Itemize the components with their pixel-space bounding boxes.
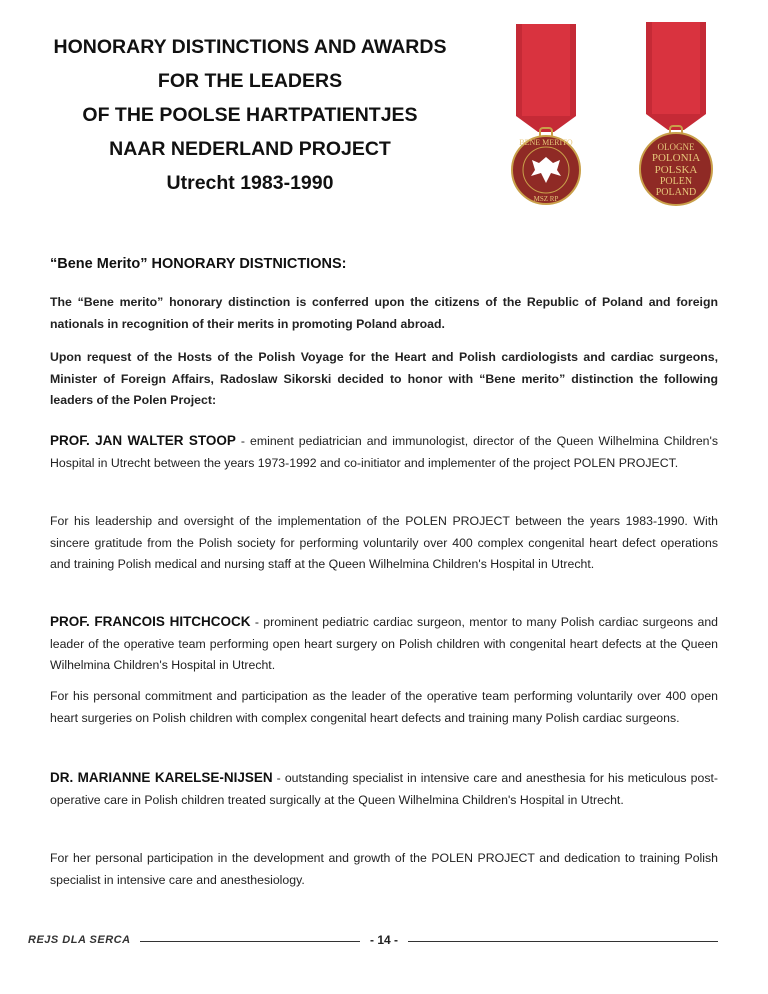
person-2-name: PROF. FRANCOIS HITCHCOCK — [50, 614, 251, 629]
medal-left-top-text: BENE MERITO — [519, 138, 573, 147]
medal-right-line-3: POLSKA — [654, 164, 698, 176]
footer-divider-left — [140, 941, 360, 942]
person-3-description: - outstanding specialist in intensive care and anesthesia for his meticulous post-operative care in Polish children treated surgically at the Queen Wilhelmina Children's Hospital in Utrecht. — [50, 771, 718, 807]
person-1-citation: For his leadership and oversight of the implementation of the POLEN PROJECT between the years 1983-1990. With sincere gratitude from the Polish society for performing voluntarily over 400 complex congenital heart defect operations and training Polish medical and nursing staff at the Queen Wilhelmina Children's Hospital in Utrecht. — [50, 514, 718, 571]
person-3-name: DR. MARIANNE KARELSE-NIJSEN — [50, 770, 273, 785]
section-heading: “Bene Merito” HONORARY DISTNICTIONS: — [50, 256, 347, 272]
medal-right-line-2: POLONIA — [651, 152, 701, 164]
polonia-medal — [640, 22, 712, 205]
title-line-3: OF THE POOLSE HARTPATIENTJES — [82, 104, 418, 126]
bene-merito-medal — [512, 24, 580, 204]
page-number: - 14 - — [369, 933, 398, 947]
person-2-citation: For his personal commitment and participation as the leader of the operative team performing voluntarily over 400 open heart surgeries on Polish children with complex congenital heart defects and training many Polish cardiac surgeons. — [50, 689, 718, 725]
medal-left-bottom-text: MSZ RP — [533, 195, 559, 203]
title-line-5: Utrecht 1983-1990 — [166, 172, 334, 194]
person-1-name: PROF. JAN WALTER STOOP — [50, 433, 236, 448]
medals-image — [498, 20, 746, 208]
person-1-description: - eminent pediatrician and immunologist, director of the Queen Wilhelmina Children's Hospital in Utrecht between the years 1973-1992 and co-initiator and implementer of the project POLEN PROJECT. — [50, 434, 718, 470]
footer-publication-name: REJS DLA SERCA — [28, 934, 131, 946]
title-line-2: FOR THE LEADERS — [157, 70, 343, 92]
page-title — [30, 30, 470, 200]
medal-right-line-5: POLAND — [655, 187, 697, 198]
title-line-1: HONORARY DISTINCTIONS AND AWARDS — [53, 36, 447, 58]
intro-paragraph-2: Upon request of the Hosts of the Polish Voyage for the Heart and Polish cardiologists and cardiac surgeons, Minister of Foreign Affairs, Radoslaw Sikorski decided to honor with “Bene merito” distinction the following leaders of the Polen Project: — [50, 350, 718, 407]
medal-right-line-1: OLOGNE — [657, 142, 695, 152]
footer-divider-right — [408, 941, 718, 942]
person-3-citation: For her personal participation in the development and growth of the POLEN PROJECT and dedication to training Polish specialist in intensive care and anesthesiology. — [50, 851, 718, 887]
person-2-entry — [50, 611, 718, 677]
medal-right-line-4: POLEN — [659, 176, 693, 187]
person-2-description: - prominent pediatric cardiac surgeon, mentor to many Polish cardiac surgeons and leader of the operative team performing open heart surgery on Polish children with congenital heart defects at the Queen Wilhelmina Children's Hospital in Utrecht. — [50, 615, 718, 672]
title-line-4: NAAR NEDERLAND PROJECT — [109, 138, 391, 160]
person-1-entry — [50, 430, 718, 474]
person-3-entry — [50, 767, 718, 811]
intro-paragraph-1: The “Bene merito” honorary distinction is conferred upon the citizens of the Republic of Poland and foreign nationals in recognition of their merits in promoting Poland abroad. — [50, 295, 718, 331]
